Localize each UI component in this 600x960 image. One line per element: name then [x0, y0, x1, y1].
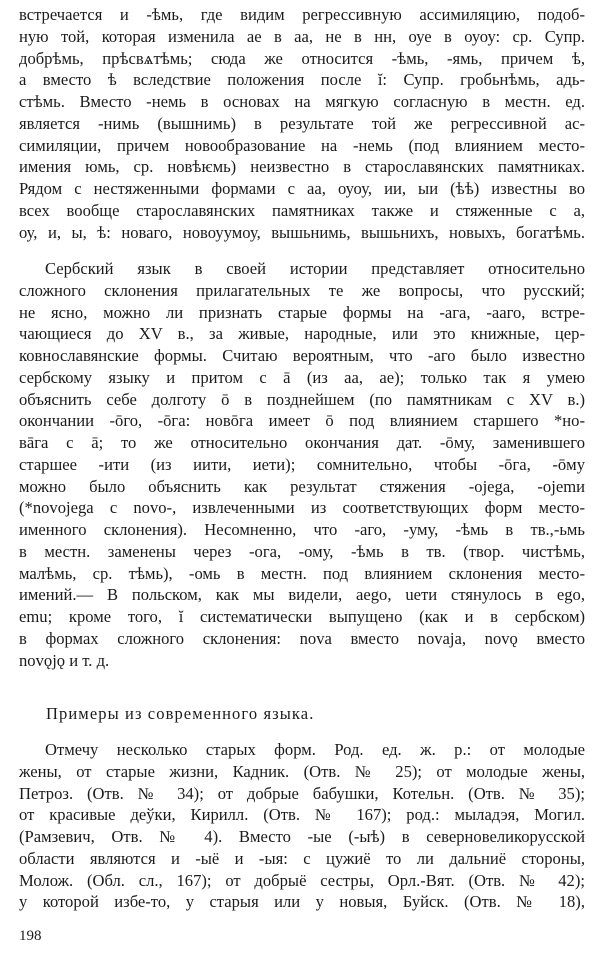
text-line: Сербский язык в своей истории представляет относительно — [45, 259, 585, 278]
text-line: старшее -ити (из иити, иети); сомнительно, чтобы -ōга, -ōму — [19, 454, 585, 474]
text-line: всех вообще старославянских памятниках также и стяженные с а, — [19, 200, 585, 220]
paragraph-1 — [19, 4, 585, 243]
text-line: является -нимь (вышнимь) в результате той же регрессивной ас- — [19, 113, 585, 133]
text-line: именного склонения). Несомненно, что -аго, -уму, -ѣмь в тв.,-ьмь — [19, 520, 585, 539]
text-line: ную той, которая изменила ае в аа, не в нн, оуе в оуоу: ср. Супр. — [19, 26, 585, 46]
text-line: от красивые деўки, Кирилл. (Отв. № 167); род.: мыладэя, Могил. — [19, 805, 585, 825]
text-line: стѣмь. Вместо -немь в основах на мягкую согласную в местн. ед. — [19, 92, 585, 111]
text-line: области являются и -ыё и -ыя: с цужиё то ли дальниё стороны, — [19, 848, 585, 868]
paragraph-2 — [19, 258, 585, 671]
text-line: вāга с ā; то же относительно окончания дат. -ōму, заменившего — [19, 433, 585, 452]
text-line: можно было объяснить как результат стяжения -оjеgа, -оjеmи — [19, 476, 585, 496]
paragraph-3 — [19, 739, 585, 913]
text-line: чающиеся до XV в., за живые, народные, или это книжные, цер- — [19, 324, 585, 344]
text-line: в формах сложного склонения: nova вместо novaja, novǫ вместо — [19, 628, 585, 648]
text-line: сербскому языку и притом с ā (из аа, ае); только так я умею — [19, 367, 585, 387]
text-line: у которой избе-то, у старыя или у новыя, Буйск. (Отв. № 18), — [19, 892, 585, 912]
text-line: Отмечу несколько старых форм. Род. ед. ж. р.: от молодые — [45, 740, 585, 759]
text-line: окончании -ōго, -ōга: новōга имеет ō под влиянием старшего *но- — [19, 411, 585, 431]
text-line: Молож. (Обл. сл., 167); от добрыё сестры, Орл.-Вят. (Отв. № 42); — [19, 870, 585, 890]
text-line: имения юмь, ср. новѣѥмь) неизвестно в старославянских памятниках. — [19, 157, 585, 177]
text-line: не ясно, можно ли признать старые формы на -ага, -ааго, встре- — [19, 302, 585, 322]
text-line: а вместо ѣ вследствие положения после ĭ: Супр. гробьнѣмь, адь- — [19, 70, 585, 90]
text-line: Рядом с нестяженными формами с аа, оуоу, ии, ыи (ѣѣ) известны во — [19, 179, 585, 198]
text-line: встречается и -ѣмь, где видим регрессивную ассимиляцию, подоб- — [19, 5, 585, 24]
text-line: сложного склонения прилагательных те же вопросы, что русский; — [19, 280, 585, 300]
page-number: 198 — [19, 928, 42, 944]
text-line: в местн. заменены через -ога, -ому, -ѣмь в тв. (твор. чистѣмь, — [19, 541, 585, 561]
text-line: добрѣмь, прѣсвѧтѣмь; сюда же относится -ѣмь, -ямь, причем ѣ, — [19, 48, 585, 68]
text-line: объяснить себе долготу ō в позднейшем (по памятникам с XV в.) — [19, 389, 585, 409]
text-line: малѣмь, ср. тѣмь), -омь в местн. под влиянием склонения место- — [19, 563, 585, 583]
text-line: (*novojega с novo-, извлеченными из соответствующих форм место- — [19, 498, 585, 518]
text-line: Петроз. (Отв. № 34); от добрые бабушки, Котельн. (Отв. № 35); — [19, 783, 585, 803]
text-line: оу, и, ы, ѣ: новаго, новоуумоу, вышьнимь, вышьнихъ, новыхъ, богатѣмь. — [19, 222, 585, 242]
text-line: симиляции, причем новообразование на -немь (под влиянием место- — [19, 135, 585, 155]
text-line: (Рамзевич, Отв. № 4). Вместо -ые (-ыѣ) в северновеликорусской — [19, 827, 585, 846]
text-line: жены, от старые жизни, Кадник. (Отв. № 25); от молодые жены, — [19, 761, 585, 781]
text-line: emu; кроме того, ĭ систематически выпущено (как и в сербском) — [19, 607, 585, 626]
text-line: имений.— В польском, как мы видели, aego, ueти стянулось в ego, — [19, 585, 585, 605]
text-line: ковнославянские формы. Считаю вероятным, что -аго было известно — [19, 346, 585, 365]
text-line: novǫjǫ и т. д. — [19, 650, 110, 670]
section-heading: Примеры из современного языка. — [46, 704, 315, 723]
